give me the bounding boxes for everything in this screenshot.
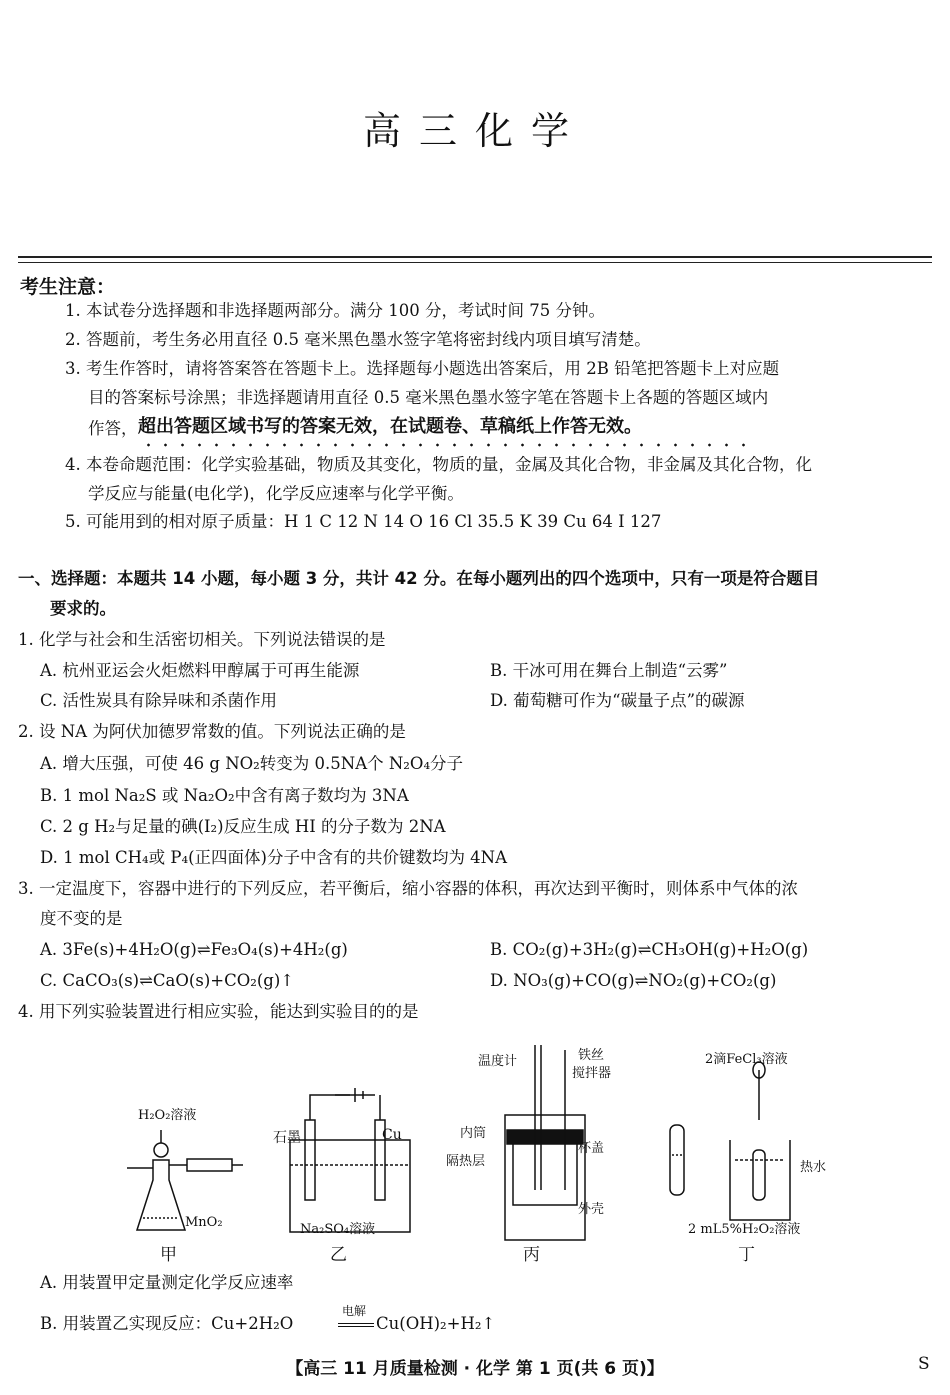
q2-option-a: A. 增大压强，可使 46 g NO₂转变为 0.5NA个 N₂O₄分子 xyxy=(40,754,464,773)
notice-item: 3. 考生作答时，请将答案答在答题卡上。选择题每小题选出答案后，用 2B 铅笔把答题卡上对应题 xyxy=(65,359,780,378)
label-yi: 乙 xyxy=(330,1245,347,1265)
apparatus-ding xyxy=(670,1062,790,1220)
notice-emphasis: 超出答题区域书写的答案无效，在试题卷、草稿纸上作答无效。 xyxy=(138,416,642,437)
q4-option-a: A. 用装置甲定量测定化学反应速率 xyxy=(40,1273,294,1292)
q2-option-c: C. 2 g H₂与足量的碘(I₂)反应生成 HI 的分子数为 2NA xyxy=(40,817,446,836)
q3-option-b: B. CO₂(g)+3H₂(g)⇌CH₃OH(g)+H₂O(g) xyxy=(490,940,809,959)
label-inner: 内筒 xyxy=(460,1126,487,1141)
q1-option-b: B. 干冰可用在舞台上制造“云雾” xyxy=(490,661,728,680)
label-mno2: MnO₂ xyxy=(185,1215,223,1230)
corner-mark: S xyxy=(918,1354,930,1374)
divider xyxy=(18,262,932,263)
label-insulation: 隔热层 xyxy=(446,1154,486,1169)
section-heading: 要求的。 xyxy=(50,599,116,618)
q1-option-c: C. 活性炭具有除异味和杀菌作用 xyxy=(40,691,278,710)
label-graphite: 石墨 xyxy=(273,1130,301,1146)
q2-stem: 2. 设 NA 为阿伏加德罗常数的值。下列说法正确的是 xyxy=(18,722,406,741)
label-hot-water: 热水 xyxy=(800,1160,827,1175)
apparatus-yi xyxy=(290,1088,410,1232)
q3-option-a: A. 3Fe(s)+4H₂O(g)⇌Fe₃O₄(s)+4H₂(g) xyxy=(40,940,348,959)
page-title: 高三化学 xyxy=(362,109,587,153)
notice-heading: 考生注意： xyxy=(20,276,116,298)
q4-option-b-post: Cu(OH)₂+H₂↑ xyxy=(376,1314,496,1333)
label-fecl3: 2滴FeCl₃溶液 xyxy=(705,1052,788,1067)
q2-option-d: D. 1 mol CH₄或 P₄(正四面体)分子中含有的共价键数均为 4NA xyxy=(40,848,508,867)
label-stirrer: 搅拌器 xyxy=(572,1066,612,1081)
label-h2o2-b: 2 mL5%H₂O₂溶液 xyxy=(688,1222,801,1237)
label-bing: 丙 xyxy=(523,1245,540,1265)
reaction-arrow xyxy=(338,1323,374,1327)
label-cu: Cu xyxy=(382,1127,402,1143)
q4-option-b-pre: B. 用装置乙实现反应：Cu+2H₂O xyxy=(40,1314,294,1333)
label-h2o2: H₂O₂溶液 xyxy=(138,1108,197,1123)
emphasis-dots xyxy=(140,443,752,447)
notice-item: 作答， xyxy=(88,419,138,438)
label-na2so4: Na₂SO₄溶液 xyxy=(300,1222,376,1237)
label-jia: 甲 xyxy=(160,1245,177,1265)
label-ding: 丁 xyxy=(738,1245,755,1265)
q1-option-d: D. 葡萄糖可作为“碳量子点”的碳源 xyxy=(490,691,745,710)
q2-option-b: B. 1 mol Na₂S 或 Na₂O₂中含有离子数均为 3NA xyxy=(40,786,409,805)
section-heading: 一、选择题：本题共 14 小题，每小题 3 分，共计 42 分。在每小题列出的四个选项中，只有一项是符合题目 xyxy=(18,569,820,588)
notice-item: 学反应与能量(电化学)，化学反应速率与化学平衡。 xyxy=(88,484,464,503)
page-footer: 【高三 11 月质量检测 · 化学 第 1 页(共 6 页)】 xyxy=(286,1359,664,1379)
q3-option-c: C. CaCO₃(s)⇌CaO(s)+CO₂(g)↑ xyxy=(40,971,295,990)
label-thermometer: 温度计 xyxy=(478,1054,518,1069)
label-stirrer: 铁丝 xyxy=(578,1048,605,1063)
notice-item: 目的答案标号涂黑；非选择题请用直径 0.5 毫米黑色墨水签字笔在答题卡上各题的答题区域内 xyxy=(88,388,769,407)
notice-item: 5. 可能用到的相对原子质量：H 1 C 12 N 14 O 16 Cl 35.5 K 39 Cu 64 I 127 xyxy=(65,512,662,531)
notice-item: 1. 本试卷分选择题和非选择题两部分。满分 100 分，考试时间 75 分钟。 xyxy=(65,301,605,320)
q3-stem-cont: 度不变的是 xyxy=(40,909,123,928)
q3-stem: 3. 一定温度下，容器中进行的下列反应，若平衡后，缩小容器的体积，再次达到平衡时，则体系中气体的浓 xyxy=(18,879,798,898)
q4-stem: 4. 用下列实验装置进行相应实验，能达到实验目的的是 xyxy=(18,1002,419,1021)
label-shell: 外壳 xyxy=(578,1202,605,1217)
divider xyxy=(18,256,932,258)
q1-stem: 1. 化学与社会和生活密切相关。下列说法错误的是 xyxy=(18,630,386,649)
notice-item: 2. 答题前，考生务必用直径 0.5 毫米黑色墨水签字笔将密封线内项目填写清楚。 xyxy=(65,330,651,349)
q1-option-a: A. 杭州亚运会火炬燃料甲醇属于可再生能源 xyxy=(40,661,360,680)
q4-electrolysis-condition: 电解 xyxy=(342,1304,367,1318)
label-lid: 杯盖 xyxy=(578,1141,605,1156)
q3-option-d: D. NO₃(g)+CO(g)⇌NO₂(g)+CO₂(g) xyxy=(490,971,777,990)
notice-item: 4. 本卷命题范围：化学实验基础，物质及其变化，物质的量，金属及其化合物，非金属及其化合物，化 xyxy=(65,455,812,474)
